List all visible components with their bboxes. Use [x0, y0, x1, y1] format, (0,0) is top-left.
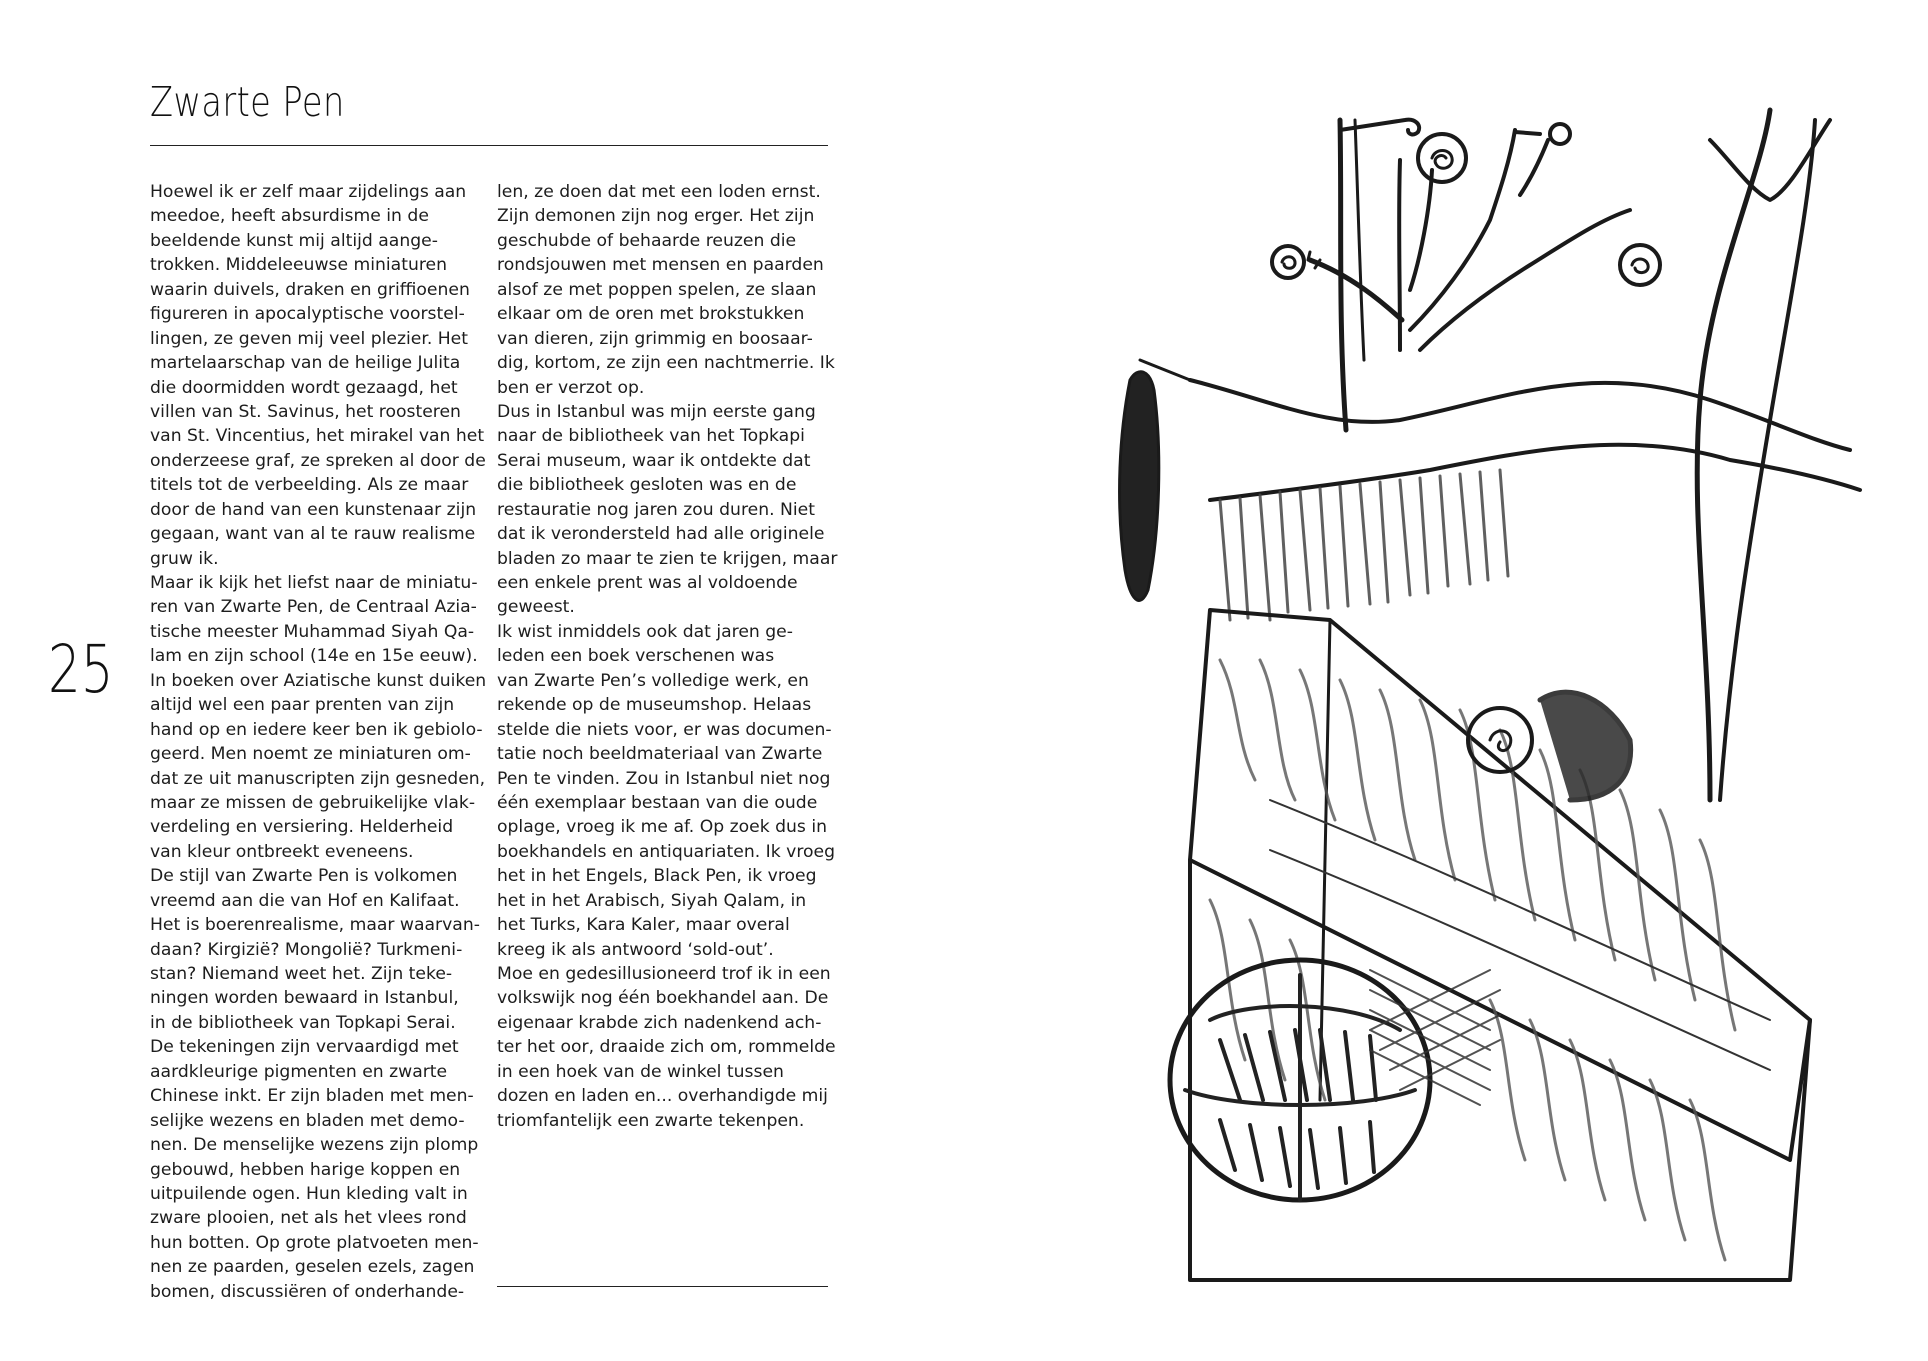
- text-line: één exemplaar bestaan van die oude: [497, 792, 818, 813]
- text-line: ter het oor, draaide zich om, rommelde: [497, 1037, 836, 1058]
- text-line: zware plooien, net als het vlees rond: [150, 1208, 467, 1229]
- text-line: stelde die niets voor, er was documen-: [497, 719, 832, 740]
- text-line: De tekeningen zijn vervaardigd met: [150, 1037, 459, 1058]
- text-line: het Turks, Kara Kaler, maar overal: [497, 915, 790, 936]
- text-line: meedoe, heeft absurdisme in de: [150, 206, 429, 227]
- text-line: leden een boek verschenen was: [497, 646, 775, 667]
- text-line: hun botten. Op grote platvoeten men-: [150, 1232, 479, 1253]
- text-line: gegaan, want van al te rauw realisme: [150, 524, 476, 545]
- text-line: aardkleurige pigmenten en zwarte: [150, 1061, 448, 1082]
- text-line: restauratie nog jaren zou duren. Niet: [497, 499, 815, 520]
- rose-flower-icon: [1550, 124, 1570, 144]
- text-line: dat ik verondersteld had alle originele: [497, 524, 825, 545]
- text-column-left: [150, 180, 490, 1304]
- rose-flower-icon: [1418, 134, 1466, 182]
- text-line: Hoewel ik er zelf maar zijdelings aan: [150, 182, 467, 202]
- text-line: Zijn demonen zijn nog erger. Het zijn: [497, 206, 815, 227]
- text-line: dat ze uit manuscripten zijn gesneden,: [150, 768, 486, 789]
- text-line: In boeken over Aziatische kunst duiken: [150, 670, 487, 691]
- text-line: bomen, discussiëren of onderhande-: [150, 1281, 465, 1302]
- text-line: van dieren, zijn grimmig en boosaar-: [497, 328, 813, 349]
- text-line: ningen worden bewaard in Istanbul,: [150, 988, 459, 1009]
- text-line: een enkele prent was al voldoende: [497, 573, 798, 593]
- text-line: villen van St. Savinus, het roosteren: [150, 401, 461, 422]
- text-line: rekende op de museumshop. Helaas: [497, 695, 812, 716]
- text-line: boekhandels en antiquariaten. Ik vroeg: [497, 841, 836, 862]
- text-line: trokken. Middeleeuwse miniaturen: [150, 255, 448, 276]
- hanging-brush: [1120, 372, 1159, 601]
- text-line: van Zwarte Pen’s volledige werk, en: [497, 670, 809, 691]
- text-line: stan? Niemand weet het. Zijn teke-: [150, 964, 453, 984]
- page-number: 25: [48, 631, 114, 708]
- text-line: eigenaar krabde zich nadenkend ach-: [497, 1012, 822, 1033]
- text-line: het in het Engels, Black Pen, ik vroeg: [497, 866, 817, 887]
- text-line: triomfantelijk een zwarte tekenpen.: [497, 1110, 805, 1131]
- text-line: die doormidden wordt gezaagd, het: [150, 377, 458, 398]
- text-line: in een hoek van de winkel tussen: [497, 1061, 784, 1082]
- text-line: geerd. Men noemt ze miniaturen om-: [150, 744, 471, 765]
- text-line: figureren in apocalyptische voorstel-: [150, 304, 465, 325]
- text-line: nen. De menselijke wezens zijn plomp: [150, 1135, 479, 1156]
- text-line: lam en zijn school (14e en 15e eeuw).: [150, 646, 478, 667]
- tree-trunk-center: [1399, 160, 1400, 350]
- text-line: naar de bibliotheek van het Topkapi: [497, 426, 805, 447]
- text-line: gebouwd, hebben harige koppen en: [150, 1159, 461, 1180]
- page-title: Zwarte Pen: [150, 78, 345, 126]
- text-line: waarin duivels, draken en griffioenen: [150, 279, 470, 300]
- text-line: Chinese inkt. Er zijn bladen met men-: [150, 1086, 474, 1107]
- text-line: Maar ik kijk het liefst naar de miniatu-: [150, 573, 478, 593]
- text-line: titels tot de verbeelding. Als ze maar: [150, 475, 469, 496]
- text-line: alsof ze met poppen spelen, ze slaan: [497, 279, 817, 300]
- text-line: geschubde of behaarde reuzen die: [497, 230, 797, 251]
- text-line: die bibliotheek gesloten was en de: [497, 475, 797, 496]
- text-line: beeldende kunst mij altijd aange-: [150, 230, 438, 251]
- text-line: tische meester Muhammad Siyah Qa-: [150, 621, 475, 642]
- pencil-sketch-illustration: [1070, 100, 1890, 1320]
- text-line: len, ze doen dat met een loden ernst.: [497, 182, 821, 202]
- text-line: nen ze paarden, geselen ezels, zagen: [150, 1257, 475, 1278]
- text-line: Dus in Istanbul was mijn eerste gang: [497, 401, 816, 422]
- text-column-right: [497, 180, 837, 1133]
- text-line: Pen te vinden. Zou in Istanbul niet nog: [497, 768, 831, 789]
- text-line: door de hand van een kunstenaar zijn: [150, 499, 477, 520]
- text-line: maar ze missen de gebruikelijke vlak-: [150, 792, 476, 813]
- text-line: De stijl van Zwarte Pen is volkomen: [150, 866, 458, 887]
- text-line: kreeg ik als antwoord ‘sold-out’.: [497, 939, 774, 960]
- text-line: vreemd aan die van Hof en Kalifaat.: [150, 890, 460, 911]
- text-line: selijke wezens en bladen met demo-: [150, 1110, 465, 1131]
- text-line: geweest.: [497, 597, 575, 618]
- text-line: onderzeese graf, ze spreken al door de: [150, 450, 486, 471]
- text-line: gruw ik.: [150, 548, 219, 569]
- text-line: volkswijk nog één boekhandel aan. De: [497, 988, 829, 1009]
- text-line: van St. Vincentius, het mirakel van het: [150, 426, 485, 447]
- rose-flower-icon: [1272, 246, 1304, 278]
- text-line: altijd wel een paar prenten van zijn: [150, 695, 455, 716]
- text-line: daan? Kirgizië? Mongolië? Turkmeni-: [150, 939, 463, 960]
- text-line: lingen, ze geven mij veel plezier. Het: [150, 328, 468, 349]
- text-line: martelaarschap van de heilige Julita: [150, 353, 461, 374]
- branch-top-left: [1340, 120, 1419, 135]
- text-line: van kleur ontbreekt eveneens.: [150, 841, 414, 862]
- text-line: elkaar om de oren met brokstukken: [497, 304, 805, 325]
- text-line: Ik wist inmiddels ook dat jaren ge-: [497, 621, 793, 642]
- end-rule: [497, 1286, 828, 1287]
- text-line: Serai museum, waar ik ontdekte dat: [497, 450, 811, 471]
- text-line: Moe en gedesillusioneerd trof ik in een: [497, 964, 831, 984]
- text-line: dozen en laden en... overhandigde mij: [497, 1086, 828, 1107]
- text-line: het in het Arabisch, Siyah Qalam, in: [497, 890, 807, 911]
- text-line: ren van Zwarte Pen, de Centraal Azia-: [150, 597, 477, 618]
- sphere-hatching: [1185, 975, 1415, 1200]
- rose-flower-icon: [1620, 245, 1660, 285]
- text-line: in de bibliotheek van Topkapi Serai.: [150, 1012, 456, 1033]
- text-line: uitpuilende ogen. Hun kleding valt in: [150, 1183, 468, 1204]
- text-line: rondsjouwen met mensen en paarden: [497, 255, 824, 276]
- text-line: tatie noch beeldmateriaal van Zwarte: [497, 744, 823, 765]
- shelf-line: [1190, 380, 1850, 450]
- text-line: Het is boerenrealisme, maar waarvan-: [150, 915, 480, 936]
- title-rule: [150, 145, 828, 146]
- text-line: bladen zo maar te zien te krijgen, maar: [497, 548, 838, 569]
- text-line: verdeling en versiering. Helderheid: [150, 817, 454, 838]
- text-line: dig, kortom, ze zijn een nachtmerrie. Ik: [497, 353, 835, 374]
- text-line: hand op en iedere keer ben ik gebiolo-: [150, 719, 483, 740]
- text-line: oplage, vroeg ik me af. Op zoek dus in: [497, 817, 828, 838]
- text-line: ben er verzot op.: [497, 377, 645, 398]
